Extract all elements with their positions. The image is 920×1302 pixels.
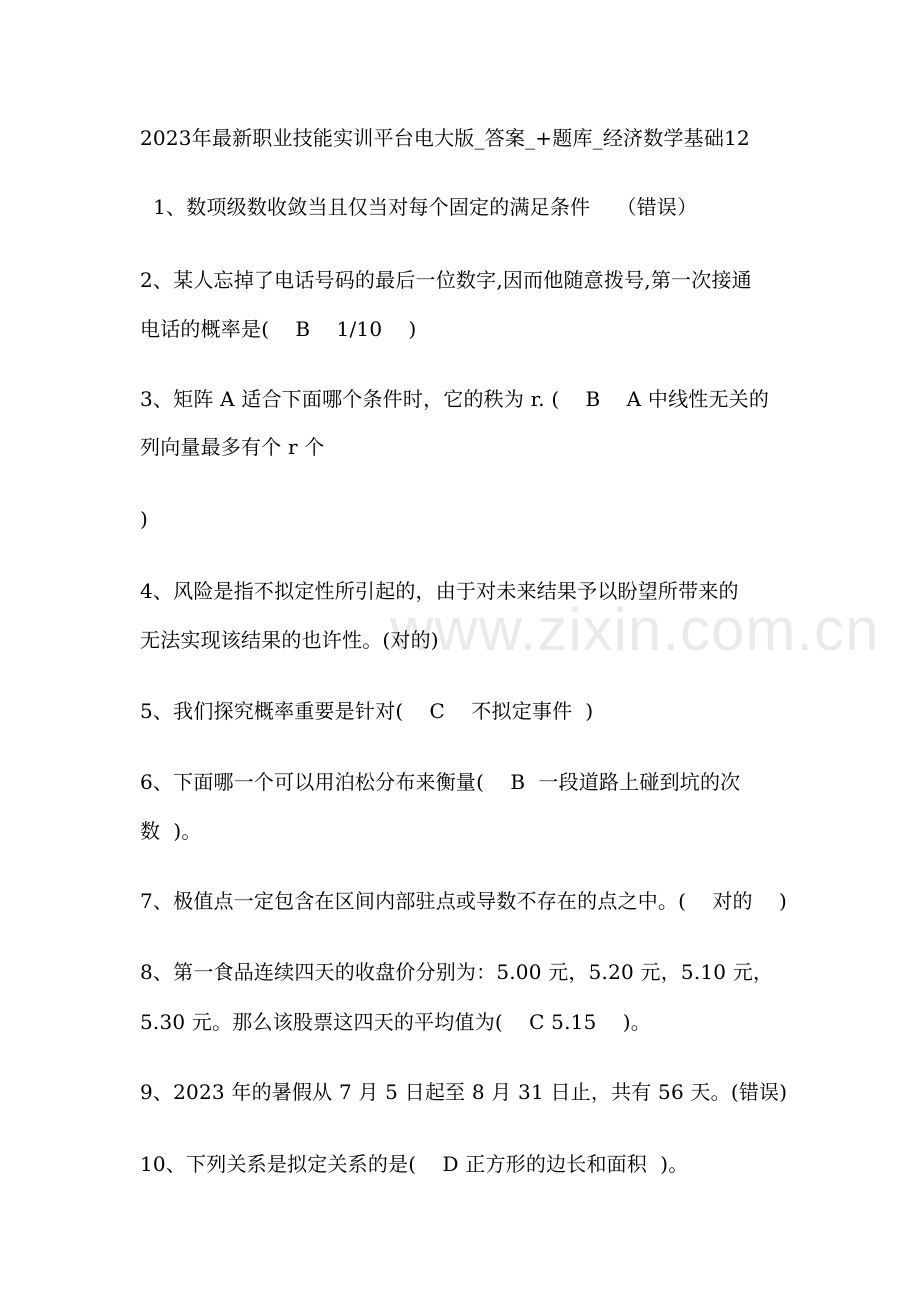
question-line: 数 )。: [140, 819, 202, 843]
question-line: 5.30 元。那么该股票这四天的平均值为( C 5.15 )。: [140, 1010, 651, 1034]
question-line: 10、下列关系是拟定关系的是( D 正方形的边长和面积 )。: [140, 1152, 689, 1176]
watermark: www.zixin.com.cn: [390, 596, 880, 663]
question-line: 9、2023 年的暑假从 7 月 5 日起至 8 月 31 日止，共有 56 天。(错误): [140, 1080, 788, 1104]
question-line: 1、数项级数收敛当且仅当对每个固定的满足条件 （错误）: [140, 195, 698, 219]
question-line: ): [140, 507, 149, 531]
question-line: 2、某人忘掉了电话号码的最后一位数字,因而他随意拨号,第一次接通: [140, 268, 752, 292]
question-line: 4、风险是指不拟定性所引起的，由于对未来结果予以盼望所带来的: [140, 579, 739, 603]
question-line: 无法实现该结果的也许性。(对的): [140, 628, 439, 652]
question-line: 列向量最多有个 r 个: [140, 435, 325, 459]
question-line: 8、第一食品连续四天的收盘价分别为：5.00 元，5.20 元，5.10 元，: [140, 960, 774, 984]
question-line: 7、极值点一定包含在区间内部驻点或导数不存在的点之中。( 对的 ): [140, 889, 787, 913]
question-line: 3、矩阵 A 适合下面哪个条件时，它的秩为 r. ( B A 中线性无关的: [140, 387, 770, 411]
document-title: 2023年最新职业技能实训平台电大版_答案_+题库_经济数学基础12: [140, 126, 750, 150]
question-line: 电话的概率是( B 1/10 ): [140, 317, 417, 341]
question-line: 5、我们探究概率重要是针对( C 不拟定事件 ): [140, 699, 594, 723]
question-line: 6、下面哪一个可以用泊松分布来衡量( B 一段道路上碰到坑的次: [140, 770, 741, 794]
